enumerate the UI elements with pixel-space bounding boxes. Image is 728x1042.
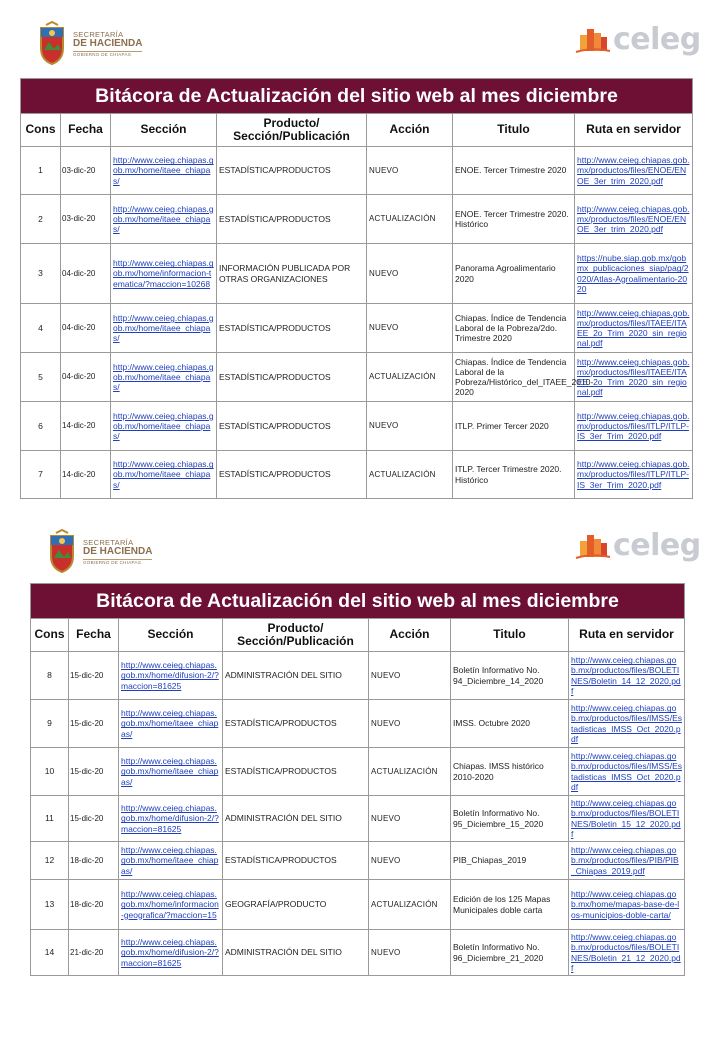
cell-fecha: 04-dic-20 xyxy=(61,353,111,402)
cell-accion: ACTUALIZACIÓN xyxy=(367,451,453,499)
cell-cons: 14 xyxy=(31,930,69,976)
hacienda-line2: DE HACIENDA xyxy=(73,38,143,49)
col-producto: Producto/ Sección/Publicación xyxy=(217,114,367,147)
seccion-link[interactable]: http://www.ceieg.chiapas.gob.mx/home/itaee_chiapas/ xyxy=(121,708,219,739)
cell-accion: NUEVO xyxy=(369,930,451,976)
cell-accion: ACTUALIZACIÓN xyxy=(369,748,451,796)
cell-cons: 1 xyxy=(21,147,61,195)
cell-titulo: Chiapas. IMSS histórico 2010-2020 xyxy=(451,748,569,796)
cell-cons: 9 xyxy=(31,700,69,748)
cell-accion: NUEVO xyxy=(367,402,453,451)
hacienda-line2: DE HACIENDA xyxy=(83,546,153,557)
chiapas-crest-icon xyxy=(36,22,68,66)
ruta-link[interactable]: http://www.ceieg.chiapas.gob.mx/productos/files/ENOE/ENOE_3er_trim_2020.pdf xyxy=(577,155,690,186)
cell-producto: INFORMACIÓN PUBLICADA POR OTRAS ORGANIZACIONES xyxy=(217,244,367,304)
cell-producto: ADMINISTRACIÓN DEL SITIO xyxy=(223,930,369,976)
cell-titulo: Chiapas. Índice de Tendencia Laboral de la Pobreza/2do. Trimestre 2020 xyxy=(453,304,575,353)
cell-producto: ESTADÍSTICA/PRODUCTOS xyxy=(223,700,369,748)
table-title: Bitácora de Actualización del sitio web al mes diciembre xyxy=(31,584,685,619)
table-row xyxy=(31,930,685,976)
seccion-link[interactable]: http://www.ceieg.chiapas.gob.mx/home/itaee_chiapas/ xyxy=(121,845,219,876)
cell-cons: 5 xyxy=(21,353,61,402)
cell-producto: ADMINISTRACIÓN DEL SITIO xyxy=(223,796,369,842)
cell-producto: ESTADÍSTICA/PRODUCTOS xyxy=(217,304,367,353)
cell-accion: NUEVO xyxy=(369,652,451,700)
cell-titulo: ENOE. Tercer Trimestre 2020 xyxy=(453,147,575,195)
table-row xyxy=(21,353,693,402)
cell-fecha: 21-dic-20 xyxy=(69,930,119,976)
col-seccion: Sección xyxy=(119,619,223,652)
table-row xyxy=(31,652,685,700)
cell-titulo: PIB_Chiapas_2019 xyxy=(451,842,569,880)
seccion-link[interactable]: http://www.ceieg.chiapas.gob.mx/home/itaee_chiapas/ xyxy=(113,203,214,234)
col-accion: Acción xyxy=(367,114,453,147)
table-row xyxy=(21,195,693,244)
ruta-link[interactable]: https://nube.siap.gob.mx/gobmx_publicaciones_siap/pag/2020/Atlas-Agroalimentario-2020 xyxy=(577,253,689,294)
ruta-link[interactable]: http://www.ceieg.chiapas.gob.mx/home/mapas-base-de-los-municipios-doble-carta/ xyxy=(571,889,680,920)
seccion-link[interactable]: http://www.ceieg.chiapas.gob.mx/home/itaee_chiapas/ xyxy=(113,312,214,343)
cell-titulo: Boletín Informativo No. 95_Diciembre_15_2020 xyxy=(451,796,569,842)
col-fecha: Fecha xyxy=(69,619,119,652)
hacienda-line1: SECRETARÍA xyxy=(73,29,124,39)
hacienda-line3: GOBIERNO DE CHIAPAS xyxy=(83,559,152,566)
ruta-link[interactable]: http://www.ceieg.chiapas.gob.mx/productos/files/BOLETINES/Boletin_15_12_2020.pdf xyxy=(571,798,681,839)
ruta-link[interactable]: http://www.ceieg.chiapas.gob.mx/productos/files/ITLP/ITLP-IS_3er_Trim_2020.pdf xyxy=(577,410,690,441)
cell-fecha: 15-dic-20 xyxy=(69,748,119,796)
cell-titulo: ITLP. Primer Tercer 2020 xyxy=(453,402,575,451)
bitacora-table-1 xyxy=(20,78,693,499)
seccion-link[interactable]: http://www.ceieg.chiapas.gob.mx/home/itaee_chiapas/ xyxy=(113,410,214,441)
table-row xyxy=(31,842,685,880)
cell-producto: ADMINISTRACIÓN DEL SITIO xyxy=(223,652,369,700)
col-ruta: Ruta en servidor xyxy=(575,114,693,147)
chiapas-crest-icon xyxy=(46,530,78,574)
table-row xyxy=(21,451,693,499)
cell-cons: 8 xyxy=(31,652,69,700)
col-producto: Producto/ Sección/Publicación xyxy=(223,619,369,652)
cell-cons: 2 xyxy=(21,195,61,244)
ruta-link[interactable]: http://www.ceieg.chiapas.gob.mx/productos/files/ITAEE/ITAEE_2o_Trim_2020_sin_regional.pdf xyxy=(577,356,690,398)
cell-fecha: 15-dic-20 xyxy=(69,796,119,842)
ruta-link[interactable]: http://www.ceieg.chiapas.gob.mx/productos/files/IMSS/Estadisticas_IMSS_Oct_2020.pdf xyxy=(571,703,683,744)
cell-cons: 4 xyxy=(21,304,61,353)
col-cons: Cons xyxy=(21,114,61,147)
cell-producto: ESTADÍSTICA/PRODUCTOS xyxy=(217,451,367,499)
cell-titulo: IMSS. Octubre 2020 xyxy=(451,700,569,748)
cell-accion: NUEVO xyxy=(367,244,453,304)
cell-producto: ESTADÍSTICA/PRODUCTOS xyxy=(223,842,369,880)
cell-fecha: 04-dic-20 xyxy=(61,304,111,353)
table-title: Bitácora de Actualización del sitio web al mes diciembre xyxy=(21,79,693,114)
celeg-bars-icon xyxy=(574,25,612,55)
table-row xyxy=(31,796,685,842)
cell-producto: ESTADÍSTICA/PRODUCTOS xyxy=(217,195,367,244)
cell-accion: NUEVO xyxy=(369,700,451,748)
cell-titulo: ITLP. Tercer Trimestre 2020. Histórico xyxy=(453,451,575,499)
hacienda-line1: SECRETARÍA xyxy=(83,537,134,547)
cell-titulo: Boletín Informativo No. 94_Diciembre_14_2020 xyxy=(451,652,569,700)
seccion-link[interactable]: http://www.ceieg.chiapas.gob.mx/home/itaee_chiapas/ xyxy=(113,459,214,490)
seccion-link[interactable]: http://www.ceieg.chiapas.gob.mx/home/informacion-geografica/?maccion=15 xyxy=(121,889,219,920)
cell-titulo: ENOE. Tercer Trimestre 2020. Histórico xyxy=(453,195,575,244)
cell-fecha: 18-dic-20 xyxy=(69,880,119,930)
ruta-link[interactable]: http://www.ceieg.chiapas.gob.mx/productos/files/ITLP/ITLP-IS_3er_Trim_2020.pdf xyxy=(577,459,690,490)
col-accion: Acción xyxy=(369,619,451,652)
header-row xyxy=(21,114,693,147)
header-row xyxy=(31,619,685,652)
cell-accion: ACTUALIZACIÓN xyxy=(367,195,453,244)
cell-titulo: Panorama Agroalimentario 2020 xyxy=(453,244,575,304)
cell-cons: 3 xyxy=(21,244,61,304)
seccion-link[interactable]: http://www.ceieg.chiapas.gob.mx/home/itaee_chiapas/ xyxy=(113,155,214,186)
cell-accion: ACTUALIZACIÓN xyxy=(369,880,451,930)
cell-fecha: 15-dic-20 xyxy=(69,700,119,748)
table-row xyxy=(21,147,693,195)
col-ruta: Ruta en servidor xyxy=(569,619,685,652)
cell-fecha: 03-dic-20 xyxy=(61,147,111,195)
cell-accion: NUEVO xyxy=(367,147,453,195)
cell-producto: ESTADÍSTICA/PRODUCTOS xyxy=(217,402,367,451)
cell-accion: NUEVO xyxy=(369,842,451,880)
cell-titulo: Chiapas. Índice de Tendencia Laboral de la Pobreza/Histórico_del_ITAEE_2010-2020 xyxy=(453,353,575,402)
table-row xyxy=(31,880,685,930)
cell-titulo: Boletín Informativo No. 96_Diciembre_21_2020 xyxy=(451,930,569,976)
ruta-link[interactable]: http://www.ceieg.chiapas.gob.mx/productos/files/ENOE/ENOE_3er_trim_2020.pdf xyxy=(577,203,690,234)
cell-fecha: 03-dic-20 xyxy=(61,195,111,244)
cell-accion: ACTUALIZACIÓN xyxy=(367,353,453,402)
table-row xyxy=(31,748,685,796)
table-row xyxy=(21,402,693,451)
cell-cons: 13 xyxy=(31,880,69,930)
cell-fecha: 14-dic-20 xyxy=(61,402,111,451)
seccion-link[interactable]: http://www.ceieg.chiapas.gob.mx/home/difusion-2/?maccion=81625 xyxy=(121,803,219,834)
ruta-link[interactable]: http://www.ceieg.chiapas.gob.mx/productos/files/BOLETINES/Boletin_21_12_2020.pdf xyxy=(571,932,681,973)
ruta-link[interactable]: http://www.ceieg.chiapas.gob.mx/productos/files/ITAEE/ITAEE_2o_Trim_2020_sin_regional.pdf xyxy=(577,307,690,349)
ruta-link[interactable]: http://www.ceieg.chiapas.gob.mx/productos/files/BOLETINES/Boletin_14_12_2020.pdf xyxy=(571,655,681,696)
celeg-wordmark: celeg xyxy=(613,528,701,563)
cell-fecha: 15-dic-20 xyxy=(69,652,119,700)
ruta-link[interactable]: http://www.ceieg.chiapas.gob.mx/productos/files/PIB/PIB_Chiapas_2019.pdf xyxy=(571,845,679,876)
col-fecha: Fecha xyxy=(61,114,111,147)
cell-cons: 7 xyxy=(21,451,61,499)
cell-cons: 6 xyxy=(21,402,61,451)
col-seccion: Sección xyxy=(111,114,217,147)
table-row xyxy=(21,244,693,304)
cell-accion: NUEVO xyxy=(367,304,453,353)
celeg-logo xyxy=(574,528,701,563)
table-row xyxy=(31,700,685,748)
col-titulo: Titulo xyxy=(453,114,575,147)
cell-producto: ESTADÍSTICA/PRODUCTOS xyxy=(223,748,369,796)
cell-titulo: Edición de los 125 Mapas Municipales doble carta xyxy=(451,880,569,930)
table-row xyxy=(21,304,693,353)
seccion-link[interactable]: http://www.ceieg.chiapas.gob.mx/home/informacion-tematica/?maccion=10268 xyxy=(113,258,214,289)
cell-cons: 10 xyxy=(31,748,69,796)
cell-fecha: 14-dic-20 xyxy=(61,451,111,499)
ruta-link[interactable]: http://www.ceieg.chiapas.gob.mx/productos/files/IMSS/Estadisticas_IMSS_Oct_2020.pdf xyxy=(571,751,683,792)
hacienda-logo xyxy=(36,22,142,66)
bitacora-table-2 xyxy=(30,583,685,976)
cell-producto: GEOGRAFÍA/PRODUCTO xyxy=(223,880,369,930)
celeg-bars-icon xyxy=(574,531,612,561)
cell-fecha: 18-dic-20 xyxy=(69,842,119,880)
seccion-link[interactable]: http://www.ceieg.chiapas.gob.mx/home/difusion-2/?maccion=81625 xyxy=(121,660,219,691)
cell-fecha: 04-dic-20 xyxy=(61,244,111,304)
hacienda-logo xyxy=(46,530,152,574)
cell-cons: 12 xyxy=(31,842,69,880)
cell-accion: NUEVO xyxy=(369,796,451,842)
seccion-link[interactable]: http://www.ceieg.chiapas.gob.mx/home/itaee_chiapas/ xyxy=(121,756,219,787)
col-cons: Cons xyxy=(31,619,69,652)
celeg-logo xyxy=(574,22,701,57)
seccion-link[interactable]: http://www.ceieg.chiapas.gob.mx/home/itaee_chiapas/ xyxy=(113,361,214,392)
col-titulo: Titulo xyxy=(451,619,569,652)
cell-producto: ESTADÍSTICA/PRODUCTOS xyxy=(217,147,367,195)
hacienda-line3: GOBIERNO DE CHIAPAS xyxy=(73,51,142,58)
cell-cons: 11 xyxy=(31,796,69,842)
celeg-wordmark: celeg xyxy=(613,22,701,57)
seccion-link[interactable]: http://www.ceieg.chiapas.gob.mx/home/difusion-2/?maccion=81625 xyxy=(121,937,219,968)
cell-producto: ESTADÍSTICA/PRODUCTOS xyxy=(217,353,367,402)
